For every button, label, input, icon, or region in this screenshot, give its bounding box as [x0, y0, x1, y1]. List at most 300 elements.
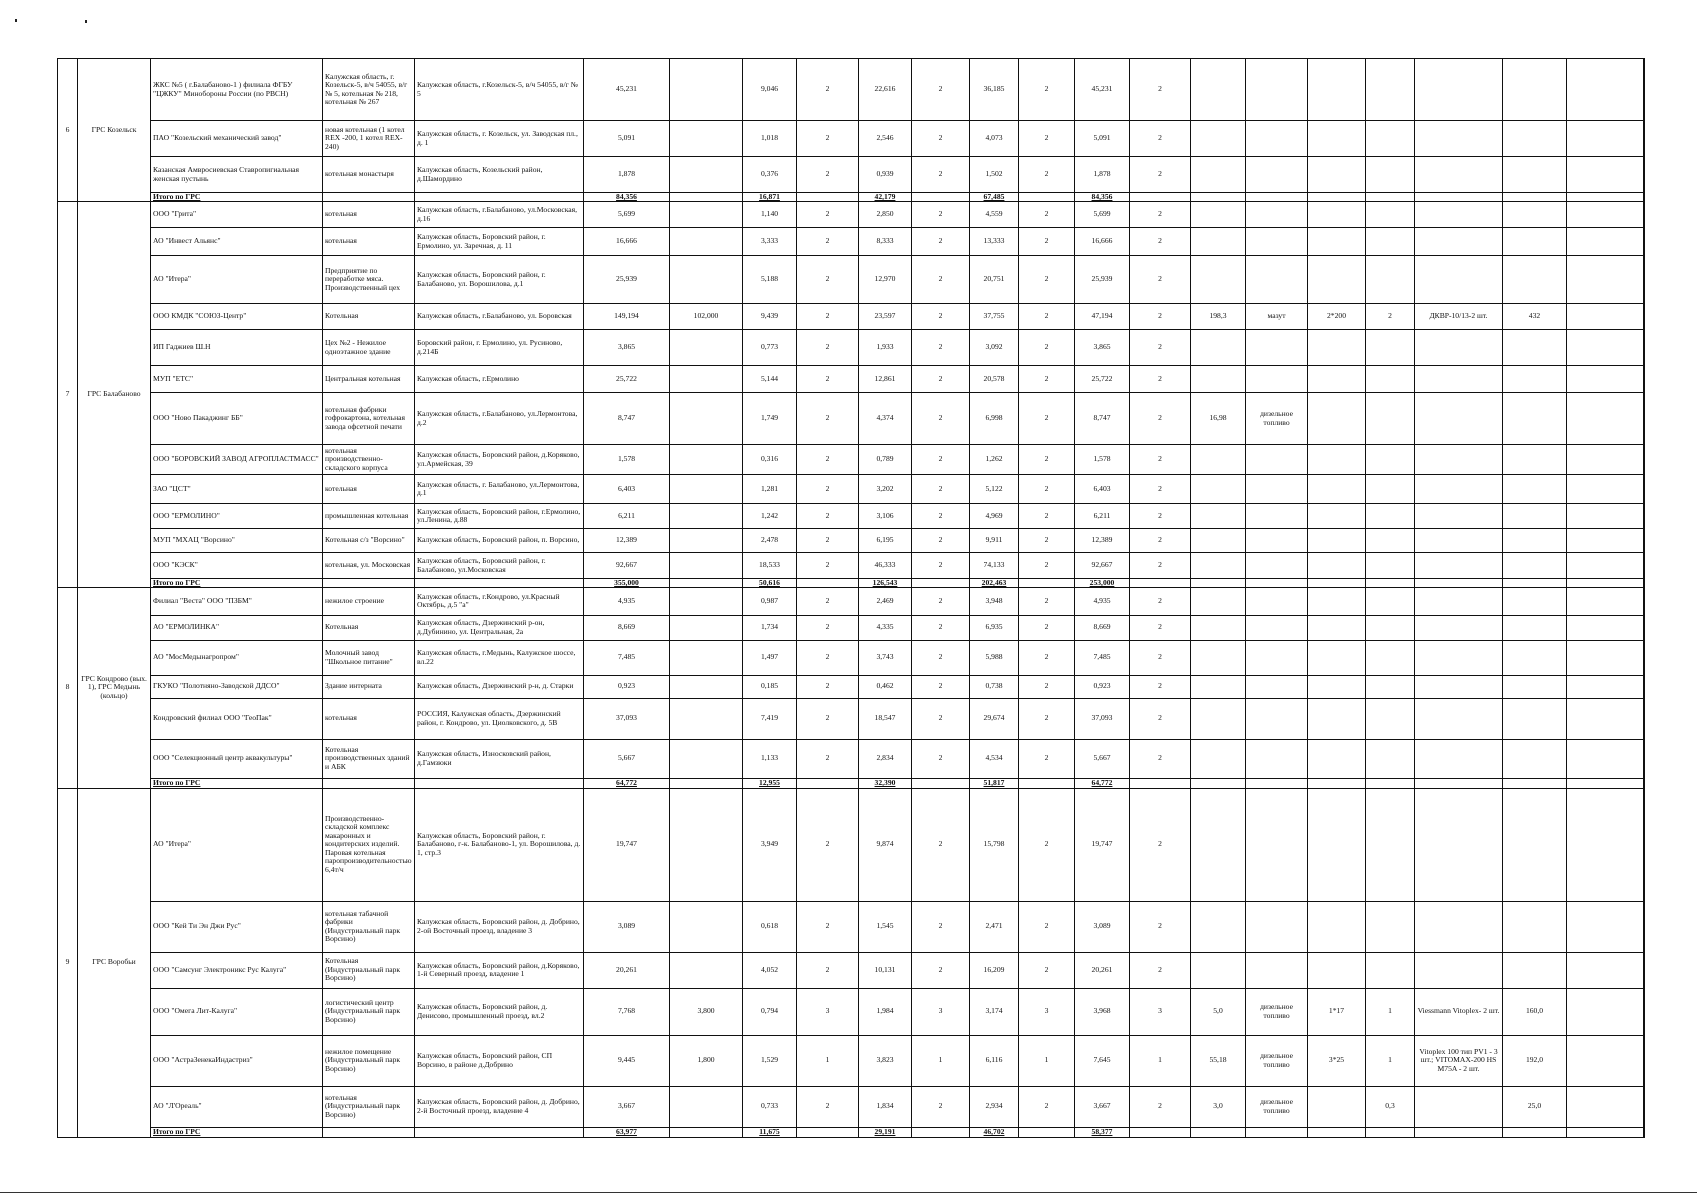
value-cell-text: 3,092 [985, 343, 1003, 352]
subtotal-label-text: Итого по ГРС [153, 779, 201, 787]
subtotal-value [1503, 1127, 1567, 1137]
value-cell [1130, 1035, 1191, 1086]
value-cell [912, 698, 970, 739]
value-cell-text: 16,209 [983, 965, 1005, 974]
facility-type-text: нежилое помещение (Индустриальный парк Ворсино) [325, 1047, 401, 1073]
value-cell-text: 2,546 [876, 134, 894, 143]
value-cell [670, 59, 743, 121]
value-cell-text: 1,018 [760, 134, 779, 143]
value-cell-text: Viessmann Vitoplex- 2 шт. [1417, 1007, 1500, 1016]
value-cell [1308, 529, 1366, 553]
facility-type [323, 675, 415, 698]
facility-type-text: Центральная котельная [325, 374, 401, 383]
facility-address [415, 202, 584, 228]
value-cell-text: 2 [825, 237, 830, 246]
value-cell [1191, 952, 1246, 988]
value-cell [1246, 330, 1308, 366]
value-cell [1415, 615, 1503, 640]
subtotal-value [584, 778, 670, 788]
subtotal-value-text: 202,463 [981, 579, 1007, 587]
value-cell-text: 20,261 [1091, 965, 1113, 974]
facility-type-text: котельная [325, 484, 357, 493]
value-cell [797, 788, 859, 901]
value-cell [1503, 698, 1567, 739]
value-cell [1019, 553, 1075, 579]
value-cell-text: 2 [1158, 1102, 1162, 1111]
section-number-text: 6 [65, 125, 70, 134]
facility-type [323, 952, 415, 988]
subtotal-value [1019, 778, 1075, 788]
facility-type [323, 988, 415, 1035]
value-cell [859, 202, 912, 228]
value-cell [1130, 304, 1191, 330]
value-cell-text: 1,545 [876, 922, 894, 931]
value-cell [1246, 157, 1308, 193]
value-cell-text: 5,0 [1213, 1007, 1223, 1016]
table-row [58, 475, 1644, 504]
value-cell [970, 901, 1019, 952]
value-cell [1308, 228, 1366, 256]
value-cell [1503, 553, 1567, 579]
value-cell-text: 3,865 [1093, 343, 1111, 352]
value-cell-text: 2 [1158, 623, 1162, 632]
value-cell [1308, 675, 1366, 698]
subtotal-label [151, 579, 323, 588]
value-cell [670, 640, 743, 675]
value-cell [1130, 698, 1191, 739]
value-cell-text: 19,747 [616, 840, 637, 849]
facility-type-text: котельная [325, 237, 357, 246]
subtotal-value-text: 42,179 [874, 193, 896, 201]
value-cell [670, 256, 743, 304]
value-cell [670, 739, 743, 778]
facility-type [323, 59, 415, 121]
consumer-name-text: ООО "БОРОВСКИЙ ЗАВОД АГРОПЛАСТМАСС" [153, 455, 319, 464]
value-cell-text: 0,738 [985, 682, 1003, 691]
value-cell [1415, 675, 1503, 698]
value-cell-text: 15,798 [983, 840, 1005, 849]
value-cell-text: 2 [825, 85, 830, 94]
value-cell [1308, 1035, 1366, 1086]
subtotal-value [1019, 193, 1075, 202]
value-cell [1191, 366, 1246, 393]
subtotal-value [1246, 579, 1308, 588]
subtotal-value [584, 579, 670, 588]
empty-cell [415, 579, 584, 588]
value-cell [1308, 553, 1366, 579]
consumer-name [151, 228, 323, 256]
value-cell [1075, 675, 1130, 698]
value-cell [1191, 157, 1246, 193]
consumer-name-text: ООО "Ново Пакаджинг ББ" [153, 414, 243, 423]
value-cell-text: 2 [825, 312, 830, 321]
facility-address [415, 739, 584, 778]
empty-cell [323, 778, 415, 788]
value-cell [1130, 157, 1191, 193]
facility-type-text: Котельная (Индустриальный парк Ворсино) [325, 957, 401, 983]
value-cell [1308, 739, 1366, 778]
value-cell-text: 3,800 [697, 1007, 715, 1016]
consumer-name [151, 445, 323, 475]
table-row [58, 739, 1644, 778]
subtotal-value [1130, 1127, 1191, 1137]
value-cell-text: дизельное топливо [1260, 1098, 1293, 1115]
subtotal-value [797, 579, 859, 588]
facility-address [415, 988, 584, 1035]
value-cell-text: 2 [825, 922, 830, 931]
value-cell-text: 0,316 [760, 455, 779, 464]
value-cell [1366, 256, 1415, 304]
value-cell [970, 788, 1019, 901]
value-cell-text: 2 [1044, 1102, 1049, 1111]
value-cell [1567, 788, 1644, 901]
value-cell-text: 2 [1044, 653, 1049, 662]
value-cell [1191, 788, 1246, 901]
facility-address [415, 952, 584, 988]
value-cell [1246, 256, 1308, 304]
value-cell [859, 988, 912, 1035]
facility-address-text: Калужская область, Боровский район, д.Коряково, ул.Армейская, 39 [417, 451, 580, 468]
value-cell [912, 901, 970, 952]
consumer-name [151, 988, 323, 1035]
value-cell [1308, 988, 1366, 1035]
value-cell [1191, 393, 1246, 445]
value-cell [1191, 553, 1246, 579]
value-cell [743, 739, 797, 778]
value-cell [797, 366, 859, 393]
value-cell-text: дизельное топливо [1260, 1052, 1293, 1069]
value-cell-text: 8,747 [617, 414, 636, 423]
value-cell [1415, 988, 1503, 1035]
facility-type [323, 698, 415, 739]
value-cell [1308, 59, 1366, 121]
value-cell-text: 8,669 [617, 623, 636, 632]
facility-type-text: котельная [325, 714, 357, 723]
value-cell [1019, 330, 1075, 366]
empty-cell [415, 193, 584, 202]
value-cell-text: 5,188 [760, 275, 779, 284]
value-cell [584, 553, 670, 579]
value-cell [1415, 59, 1503, 121]
value-cell [912, 330, 970, 366]
value-cell [743, 304, 797, 330]
consumer-name [151, 952, 323, 988]
value-cell-text: 4,969 [985, 511, 1003, 520]
facility-type-text: промышленная котельная [325, 511, 409, 520]
subtotal-value [743, 778, 797, 788]
gas-consumers-table [57, 58, 1645, 1138]
value-cell-text: 2 [1158, 85, 1162, 94]
empty-cell [323, 193, 415, 202]
value-cell [743, 615, 797, 640]
value-cell [1503, 901, 1567, 952]
subtotal-value [1191, 778, 1246, 788]
consumer-name [151, 739, 323, 778]
value-cell [1019, 698, 1075, 739]
value-cell [859, 739, 912, 778]
facility-address [415, 1035, 584, 1086]
value-cell [1191, 739, 1246, 778]
value-cell [1191, 1035, 1246, 1086]
value-cell [970, 202, 1019, 228]
value-cell-text: 2 [938, 484, 943, 493]
value-cell-text: 16,98 [1209, 414, 1227, 423]
value-cell [1415, 587, 1503, 615]
value-cell [1246, 739, 1308, 778]
value-cell [1567, 1086, 1644, 1127]
value-cell [1075, 445, 1130, 475]
value-cell [970, 475, 1019, 504]
value-cell [1415, 952, 1503, 988]
value-cell-text: 2 [1044, 714, 1049, 723]
value-cell [970, 587, 1019, 615]
value-cell [584, 675, 670, 698]
value-cell-text: 2 [938, 965, 943, 974]
subtotal-value-text: 84,356 [1091, 193, 1113, 201]
page-edge-line [0, 1192, 1697, 1193]
value-cell [1503, 615, 1567, 640]
consumer-name [151, 330, 323, 366]
value-cell [1075, 59, 1130, 121]
value-cell-text: 2,471 [985, 922, 1003, 931]
empty-cell [415, 1127, 584, 1137]
value-cell-text: 12,389 [1091, 536, 1113, 545]
consumer-name [151, 788, 323, 901]
value-cell [743, 393, 797, 445]
value-cell [859, 1035, 912, 1086]
value-cell-text: 2 [1044, 623, 1049, 632]
value-cell-text: 4,073 [985, 134, 1003, 143]
value-cell [584, 330, 670, 366]
facility-address [415, 615, 584, 640]
value-cell [584, 202, 670, 228]
facility-type [323, 366, 415, 393]
facility-address [415, 587, 584, 615]
value-cell [1503, 228, 1567, 256]
value-cell-text: 1,984 [876, 1007, 894, 1016]
value-cell-text: 3,0 [1213, 1102, 1223, 1111]
value-cell [1503, 445, 1567, 475]
value-cell [670, 587, 743, 615]
value-cell-text: 5,091 [617, 134, 636, 143]
facility-type-text: Котельная с/з "Ворсино" [325, 536, 405, 545]
facility-address-text: Калужская область, г.Балабаново, ул.Лермонтова, д.2 [417, 410, 578, 427]
value-cell-text: 3 [938, 1007, 943, 1016]
value-cell [1075, 393, 1130, 445]
value-cell-text: 2 [1044, 511, 1049, 520]
value-cell [1308, 640, 1366, 675]
value-cell [970, 121, 1019, 157]
value-cell-text: 45,231 [616, 85, 637, 94]
value-cell [1567, 393, 1644, 445]
facility-address [415, 529, 584, 553]
value-cell [584, 529, 670, 553]
value-cell [1130, 529, 1191, 553]
facility-type-text: Калужская область, г. Козельск-5, в/ч 54055, в/г № 5, котельная № 218, котельная № 267 [325, 72, 408, 106]
value-cell [1366, 121, 1415, 157]
subtotal-value [1503, 778, 1567, 788]
value-cell [1567, 640, 1644, 675]
subtotal-value [743, 579, 797, 588]
consumer-name-text: ООО "Селекционный центр аквакультуры" [153, 754, 293, 763]
value-cell-text: 6,211 [1093, 511, 1111, 520]
facility-type [323, 640, 415, 675]
value-cell [970, 640, 1019, 675]
value-cell-text: ДКВР-10/13-2 шт. [1429, 312, 1488, 321]
consumer-name-text: ГКУКО "Полотняно-Заводской ДДСО" [153, 682, 280, 691]
value-cell-text: 9,046 [760, 85, 779, 94]
value-cell [797, 1086, 859, 1127]
value-cell [1019, 788, 1075, 901]
value-cell-text: 2 [1044, 965, 1049, 974]
value-cell [1130, 475, 1191, 504]
value-cell [1075, 615, 1130, 640]
value-cell [1130, 739, 1191, 778]
value-cell [1246, 529, 1308, 553]
value-cell-text: 25,0 [1527, 1102, 1542, 1111]
value-cell [670, 121, 743, 157]
value-cell [1415, 698, 1503, 739]
consumer-name-text: АО "МосМедынагропром" [153, 653, 239, 662]
value-cell [1567, 121, 1644, 157]
value-cell [1246, 675, 1308, 698]
value-cell [584, 157, 670, 193]
value-cell-text: 1 [1044, 1056, 1049, 1065]
value-cell [1503, 1035, 1567, 1086]
value-cell [1366, 788, 1415, 901]
value-cell [1191, 304, 1246, 330]
value-cell-text: 1,878 [1093, 170, 1111, 179]
value-cell-text: 12,861 [874, 374, 896, 383]
subtotal-value [912, 778, 970, 788]
subtotal-value [1308, 1127, 1366, 1137]
table-row [58, 304, 1644, 330]
value-cell [1366, 640, 1415, 675]
section-number [58, 59, 78, 202]
value-cell-text: 0,923 [617, 682, 636, 691]
value-cell [1191, 202, 1246, 228]
value-cell-text: 4,335 [876, 623, 894, 632]
value-cell-text: 5,667 [617, 754, 636, 763]
facility-type [323, 587, 415, 615]
value-cell [1130, 228, 1191, 256]
value-cell [584, 739, 670, 778]
value-cell [797, 952, 859, 988]
table-row [58, 788, 1644, 901]
value-cell-text: 2 [938, 623, 943, 632]
facility-address [415, 121, 584, 157]
value-cell [1191, 59, 1246, 121]
subtotal-value-text: 64,772 [616, 779, 637, 787]
value-cell [743, 788, 797, 901]
value-cell [1503, 952, 1567, 988]
value-cell [970, 59, 1019, 121]
table-row [58, 228, 1644, 256]
value-cell [1415, 901, 1503, 952]
value-cell [1019, 393, 1075, 445]
value-cell [670, 304, 743, 330]
value-cell [1308, 698, 1366, 739]
value-cell-text: 2 [938, 561, 943, 570]
value-cell [912, 739, 970, 778]
value-cell [670, 788, 743, 901]
value-cell [1415, 256, 1503, 304]
value-cell [1366, 988, 1415, 1035]
consumer-name-text: ИП Гаджиев Ш.Н [153, 343, 211, 352]
value-cell-text: 3,823 [876, 1056, 894, 1065]
value-cell [1075, 587, 1130, 615]
value-cell [797, 330, 859, 366]
value-cell-text: 3,667 [1093, 1102, 1111, 1111]
value-cell-text: 1,800 [697, 1056, 715, 1065]
value-cell [1366, 529, 1415, 553]
value-cell [859, 1086, 912, 1127]
value-cell-text: 1,497 [760, 653, 779, 662]
value-cell-text: 2,934 [985, 1102, 1003, 1111]
value-cell-text: 2 [938, 840, 943, 849]
value-cell [1075, 698, 1130, 739]
value-cell-text: 5,667 [1093, 754, 1111, 763]
value-cell-text: 3,948 [985, 596, 1003, 605]
value-cell-text: 5,144 [760, 374, 779, 383]
value-cell [1567, 739, 1644, 778]
value-cell [1415, 157, 1503, 193]
value-cell [743, 504, 797, 529]
value-cell [1308, 1086, 1366, 1127]
value-cell-text: 2 [1044, 85, 1049, 94]
empty-cell [323, 1127, 415, 1137]
value-cell-text: 2,469 [876, 596, 894, 605]
value-cell [1503, 504, 1567, 529]
facility-type-text: Здание интерната [325, 682, 382, 691]
value-cell [912, 393, 970, 445]
value-cell [1366, 304, 1415, 330]
value-cell-text: 0,618 [760, 922, 779, 931]
value-cell [743, 59, 797, 121]
value-cell [1075, 952, 1130, 988]
facility-address-text: Калужская область, Боровский район, г.Ермолино, ул.Ленина, д.88 [417, 507, 581, 524]
value-cell-text: 2 [938, 682, 943, 691]
value-cell [584, 256, 670, 304]
value-cell [970, 330, 1019, 366]
value-cell [797, 529, 859, 553]
value-cell-text: 1 [938, 1056, 943, 1065]
table-row [58, 901, 1644, 952]
value-cell-text: 3 [1158, 1007, 1162, 1016]
value-cell [670, 675, 743, 698]
value-cell [670, 529, 743, 553]
value-cell-text: 2 [825, 1102, 830, 1111]
value-cell [584, 698, 670, 739]
facility-type [323, 393, 415, 445]
value-cell-text: 4,935 [617, 596, 636, 605]
value-cell [1308, 615, 1366, 640]
subtotal-value [1366, 1127, 1415, 1137]
table-row [58, 1086, 1644, 1127]
grs-name-text: ГРС Балабаново [87, 390, 141, 399]
value-cell-text: 3,743 [876, 653, 894, 662]
value-cell [1019, 988, 1075, 1035]
value-cell [584, 304, 670, 330]
facility-address-text: Калужская область, г.Кондрово, ул.Красный Октябрь, д.5 "а" [417, 592, 560, 610]
value-cell [1019, 529, 1075, 553]
consumer-name-text: ООО "КЭСК" [153, 561, 198, 570]
value-cell-text: 2 [1044, 210, 1049, 219]
subtotal-value [797, 778, 859, 788]
subtotal-value-text: 63,977 [616, 1128, 637, 1136]
facility-address [415, 1086, 584, 1127]
subtotal-value [1567, 778, 1644, 788]
